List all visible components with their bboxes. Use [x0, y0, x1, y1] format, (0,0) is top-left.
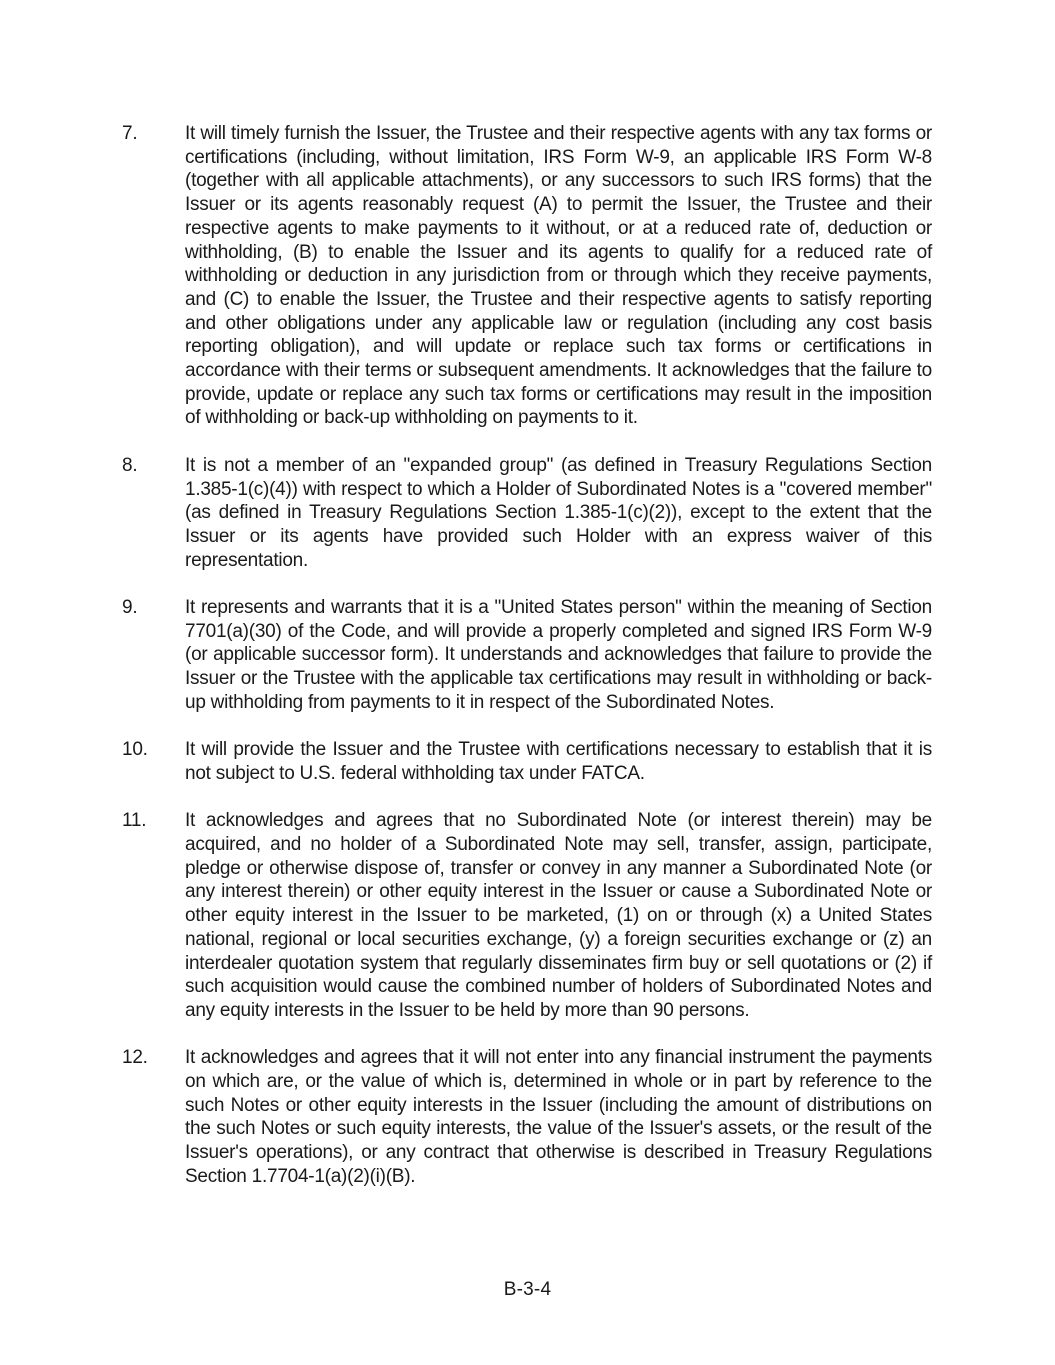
paragraph-text: It represents and warrants that it is a "United States person" within the meaning of Section 7701(a)(30) of the Code, and will provide a properly completed and signed IRS Form W-9 (or applicable successor form). It understands and acknowledges that failure to provide the Issuer or the Trustee with the applicable tax certifications may result in withholding or back-up withholding from payments to it in respect of the Subordinated Notes. — [185, 597, 932, 713]
document-body — [122, 122, 932, 1212]
paragraph-number: 12. — [122, 1047, 148, 1069]
page-number-footer: B-3-4 — [503, 1279, 552, 1300]
paragraph-text: It is not a member of an "expanded group" (as defined in Treasury Regulations Section 1.385-1(c)(4)) with respect to which a Holder of Subordinated Notes is a "covered member" (as defined in Treasury Regulations Section 1.385-1(c)(2)), except to the extent that the Issuer or its agents have provided such Holder with an express waiver of this representation. — [185, 454, 932, 571]
numbered-paragraph-9 — [122, 596, 932, 715]
paragraph-text: It will provide the Issuer and the Trustee with certifications necessary to establish that it is not subject to U.S. federal withholding tax under FATCA. — [185, 739, 932, 784]
paragraph-number: 8. — [122, 454, 138, 476]
paragraph-number: 9. — [122, 597, 138, 619]
numbered-paragraph-8 — [122, 454, 932, 573]
paragraph-text: It acknowledges and agrees that no Subordinated Note (or interest therein) may be acquired, and no holder of a Subordinated Note may sell, transfer, assign, participate, pledge or otherwise dispose of, transfer or convey in any manner a Subordinated Note (or any interest therein) or other equity interest in the Issuer or cause a Subordinated Note or other equity interest in the Issuer to be marketed, (1) on or through (x) a United States national, regional or local securities exchange, (y) a foreign securities exchange or (z) an interdealer quotation system that regularly disseminates firm buy or sell quotations or (2) if such acquisition would cause the combined number of holders of Subordinated Notes and any equity interests in the Issuer to be held by more than 90 persons. — [185, 810, 932, 1021]
paragraph-number: 11. — [122, 810, 147, 832]
numbered-paragraph-11 — [122, 809, 932, 1022]
numbered-paragraph-10 — [122, 738, 932, 785]
paragraph-text: It acknowledges and agrees that it will not enter into any financial instrument the payments on which are, or the value of which is, determined in whole or in part by reference to the such Notes or other equity interests in the Issuer (including the amount of distributions on the such Notes or such equity interests, the value of the Issuer's assets, or the result of the Issuer's operations), or any contract that otherwise is described in Treasury Regulations Section 1.7704-1(a)(2)(i)(B). — [185, 1047, 932, 1187]
paragraph-number: 10. — [122, 739, 148, 761]
paragraph-text: It will timely furnish the Issuer, the Trustee and their respective agents with any tax forms or certifications (including, without limitation, IRS Form W-9, an applicable IRS Form W-8 (together with all applicable attachments), or any successors to such IRS forms) that the Issuer or its agents reasonably request (A) to permit the Issuer, the Trustee and their respective agents to make payments to it without, or at a reduced rate of, deduction or withholding, (B) to enable the Issuer and its agents to qualify for a reduced rate of withholding or deduction in any jurisdiction from or through which they receive payments, and (C) to enable the Issuer, the Trustee and their respective agents to satisfy reporting and other obligations under any applicable law or regulation (including any cost basis reporting obligation), and will update or replace such tax forms or certifications in accordance with their terms or subsequent amendments. It acknowledges that the failure to provide, update or replace any such tax forms or certifications may result in the imposition of withholding or back-up withholding on payments to it. — [185, 123, 932, 429]
paragraph-number: 7. — [122, 123, 138, 144]
numbered-paragraph-12 — [122, 1046, 932, 1188]
numbered-paragraph-7 — [122, 122, 932, 430]
